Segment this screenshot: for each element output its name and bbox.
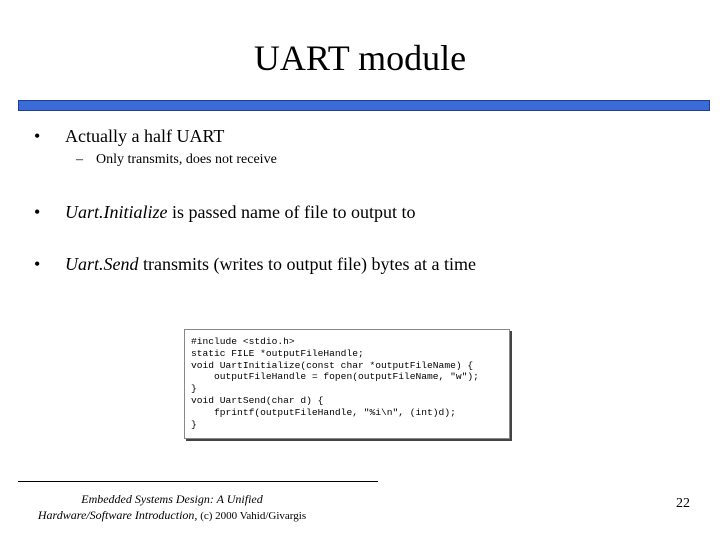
slide-title: UART module bbox=[253, 38, 467, 78]
footer-divider bbox=[18, 481, 378, 482]
page-number: 22 bbox=[676, 496, 690, 511]
code-line: outputFileHandle = fopen(outputFileName, "w"); bbox=[191, 371, 479, 383]
code-line: void UartInitialize(const char *outputFileName) { bbox=[191, 359, 474, 371]
bullet-marker: • bbox=[34, 254, 41, 274]
footer-copyright: (c) 2000 Vahid/Givargis bbox=[197, 510, 307, 522]
footer-book-subtitle: Hardware/Software Introduction, bbox=[37, 508, 198, 522]
bullet-text bbox=[65, 201, 415, 223]
sub-bullet-marker: – bbox=[76, 152, 83, 167]
sub-bullet-text: Only transmits, does not receive bbox=[96, 152, 277, 167]
footer-citation bbox=[22, 491, 322, 524]
bullet-text-rest: transmits (writes to output file) bytes at a time bbox=[138, 254, 476, 274]
footer-book-title: Embedded Systems Design: A Unified bbox=[81, 492, 263, 506]
bullet-marker: • bbox=[34, 126, 41, 146]
code-identifier: Uart.Send bbox=[65, 254, 139, 274]
title-underline-bar bbox=[18, 100, 710, 111]
code-listing bbox=[184, 329, 510, 439]
code-line: #include <stdio.h> bbox=[191, 336, 295, 347]
bullet-marker: • bbox=[34, 202, 41, 222]
code-line: void UartSend(char d) { bbox=[191, 394, 324, 406]
code-line: static FILE *outputFileHandle; bbox=[191, 347, 364, 359]
bullet-text: Actually a half UART bbox=[65, 126, 225, 146]
code-line: } bbox=[191, 383, 197, 395]
code-line: } bbox=[191, 418, 197, 430]
code-identifier: Uart.Initialize bbox=[65, 202, 168, 222]
sub-bullet bbox=[76, 151, 277, 169]
code-line: fprintf(outputFileHandle, "%i\n", (int)d); bbox=[191, 406, 456, 418]
bullet-text-rest: is passed name of file to output to bbox=[167, 202, 416, 222]
bullet-text bbox=[65, 253, 476, 275]
